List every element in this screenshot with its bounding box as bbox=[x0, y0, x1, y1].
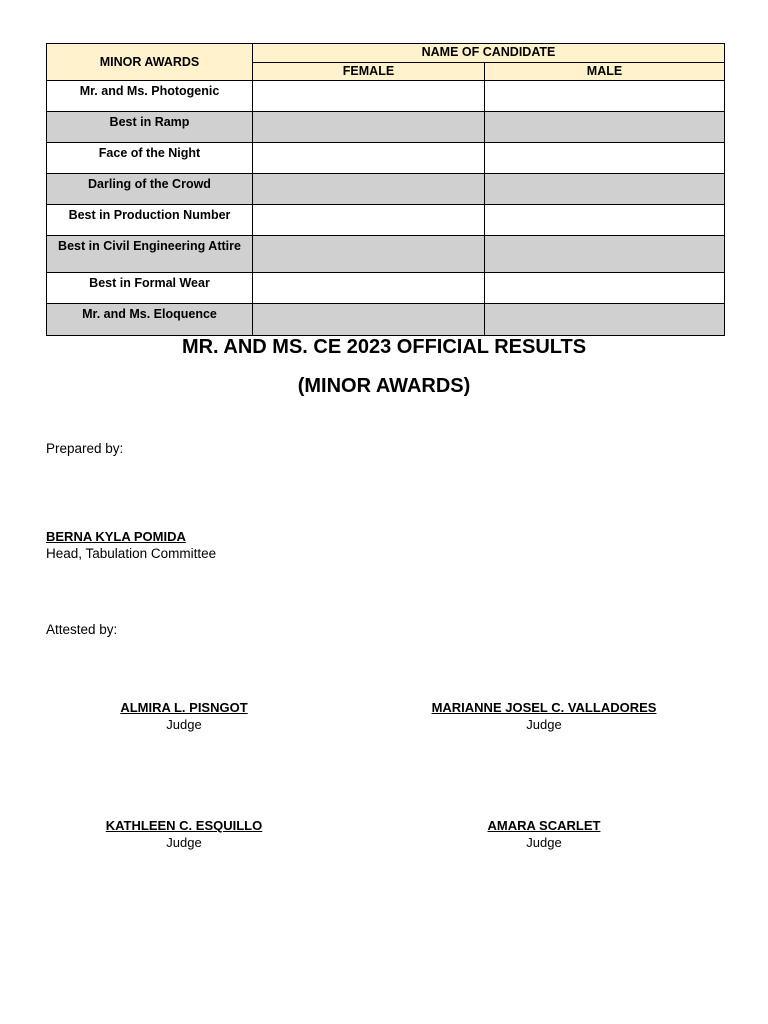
table-row bbox=[47, 304, 725, 336]
male-cell bbox=[485, 304, 725, 336]
table-row bbox=[47, 205, 725, 236]
female-cell bbox=[253, 81, 485, 112]
male-cell bbox=[485, 273, 725, 304]
prepared-by-label: Prepared by: bbox=[46, 441, 124, 456]
table-row bbox=[47, 174, 725, 205]
minor-awards-table bbox=[46, 43, 725, 336]
judge-signature-block bbox=[34, 818, 334, 850]
judge-name: ALMIRA L. PISNGOT bbox=[120, 700, 248, 715]
table-row bbox=[47, 143, 725, 174]
award-cell: Best in Ramp bbox=[47, 112, 253, 143]
award-cell: Best in Formal Wear bbox=[47, 273, 253, 304]
female-cell bbox=[253, 112, 485, 143]
attested-by-label: Attested by: bbox=[46, 622, 118, 637]
judge-name: MARIANNE JOSEL C. VALLADORES bbox=[431, 700, 657, 715]
col-header-male: MALE bbox=[485, 62, 725, 81]
col-header-female: FEMALE bbox=[253, 62, 485, 81]
table-row bbox=[47, 112, 725, 143]
judge-role: Judge bbox=[166, 835, 202, 850]
preparer-role: Head, Tabulation Committee bbox=[46, 546, 217, 561]
award-cell: Face of the Night bbox=[47, 143, 253, 174]
col-header-name-of-candidate: NAME OF CANDIDATE bbox=[253, 44, 725, 63]
page-subtitle: (MINOR AWARDS) bbox=[297, 375, 471, 397]
judge-signature-block bbox=[34, 700, 334, 732]
judge-signature-block bbox=[394, 700, 694, 732]
award-cell: Mr. and Ms. Eloquence bbox=[47, 304, 253, 336]
judge-signature-block bbox=[394, 818, 694, 850]
female-cell bbox=[253, 273, 485, 304]
judge-role: Judge bbox=[526, 717, 562, 732]
judge-name: KATHLEEN C. ESQUILLO bbox=[105, 818, 263, 833]
table-row bbox=[47, 81, 725, 112]
female-cell bbox=[253, 174, 485, 205]
table-row bbox=[47, 236, 725, 273]
male-cell bbox=[485, 174, 725, 205]
female-cell bbox=[253, 205, 485, 236]
award-cell: Darling of the Crowd bbox=[47, 174, 253, 205]
female-cell bbox=[253, 304, 485, 336]
judge-name: AMARA SCARLET bbox=[487, 818, 601, 833]
male-cell bbox=[485, 205, 725, 236]
male-cell bbox=[485, 81, 725, 112]
award-cell: Mr. and Ms. Photogenic bbox=[47, 81, 253, 112]
award-cell: Best in Civil Engineering Attire bbox=[47, 236, 253, 273]
table-row bbox=[47, 273, 725, 304]
judge-role: Judge bbox=[526, 835, 562, 850]
judge-role: Judge bbox=[166, 717, 202, 732]
page-title: MR. AND MS. CE 2023 OFFICIAL RESULTS bbox=[181, 336, 587, 358]
male-cell bbox=[485, 143, 725, 174]
col-header-minor-awards: MINOR AWARDS bbox=[47, 44, 253, 81]
preparer-name: BERNA KYLA POMIDA bbox=[46, 529, 186, 544]
male-cell bbox=[485, 236, 725, 273]
male-cell bbox=[485, 112, 725, 143]
female-cell bbox=[253, 143, 485, 174]
award-cell: Best in Production Number bbox=[47, 205, 253, 236]
female-cell bbox=[253, 236, 485, 273]
